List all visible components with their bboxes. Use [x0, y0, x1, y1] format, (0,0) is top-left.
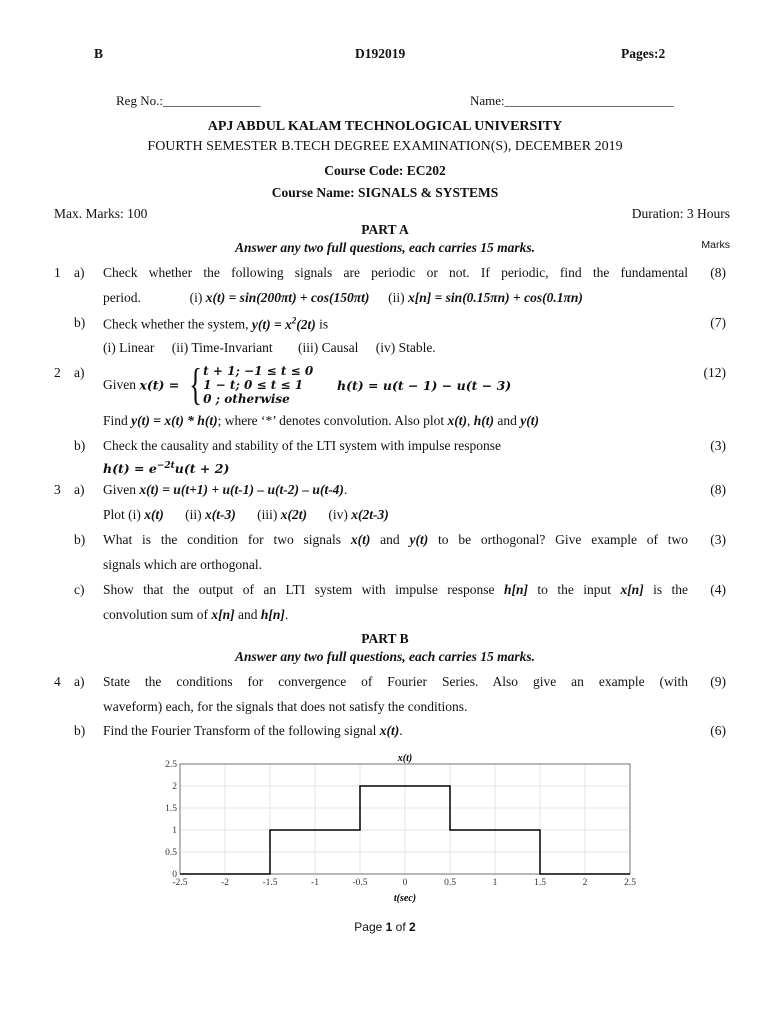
q3c-text-line1: Show that the output of an LTI system with impulse response h[n] to the input x[n] is the: [103, 582, 689, 597]
q1b-text: Check whether the system, $y(t) = x^2(2t)$ is: [103, 315, 329, 332]
course-code: Course Code: EC202: [324, 163, 446, 178]
paper-code: D192019: [355, 46, 406, 61]
q3c-marks: (4): [710, 582, 726, 597]
x-tick-label: 2: [582, 878, 588, 888]
q2a-definition: Given x(t) = { t + 1; −1 ≤ t ≤ 0 1 − t; 0 ≤ t ≤ 1 0 ; otherwise: [103, 360, 314, 409]
subquestion-label: b): [74, 723, 86, 738]
subquestion-label: c): [74, 582, 85, 597]
subquestion-label: a): [74, 674, 85, 689]
x-tick-label: -1: [311, 878, 319, 888]
course-name: Course Name: SIGNALS & SYSTEMS: [271, 185, 499, 200]
q3b-text-line1: What is the condition for two signals x(t) and y(t) to be orthogonal? Give example of two: [103, 532, 689, 547]
q4b-text: Find the Fourier Transform of the following signal x(t).: [103, 723, 403, 738]
q1a-text-line2: period. (i) x(t) = sin(200πt) + cos(150πt) (ii) x[n] = sin(0.15πn) + cos(0.1πn): [103, 290, 583, 305]
q3c-text-line2: convolution sum of x[n] and h[n].: [103, 607, 289, 622]
q3b-text-line2: signals which are orthogonal.: [103, 557, 262, 572]
y-tick-label: 0.5: [165, 848, 177, 858]
marks-column-label: Marks: [701, 239, 730, 251]
q1b-marks: (7): [710, 315, 726, 330]
subquestion-label: a): [74, 265, 85, 280]
q2b-impulse-response: $h(t) = e^{-2t}u(t + 2)$: [103, 461, 230, 477]
subquestion-label: b): [74, 315, 86, 330]
q4b-marks: (6): [710, 723, 726, 738]
q2a-marks: (12): [703, 365, 726, 380]
x-tick-label: -2.5: [172, 878, 188, 888]
y-tick-label: 1: [172, 826, 177, 836]
q2b-marks: (3): [710, 438, 726, 453]
name-field: Name:__________________________: [470, 93, 674, 108]
question-number: 4: [54, 674, 61, 689]
subquestion-label: b): [74, 438, 86, 453]
signal-plot: [140, 748, 660, 910]
reg-no-field: Reg No.:_______________: [116, 93, 261, 108]
subquestion-label: a): [74, 365, 85, 380]
part-b-heading: PART B: [361, 631, 409, 646]
question-number: 3: [54, 482, 61, 497]
x-tick-label: 1.5: [534, 878, 546, 888]
part-b-instruction: Answer any two full questions, each carries 15 marks.: [234, 649, 536, 664]
q2a-find-line: Find y(t) = x(t) * h(t); where ‘*’ denotes convolution. Also plot x(t), h(t) and y(t): [103, 413, 540, 428]
x-tick-label: -1.5: [262, 878, 278, 888]
q2b-text: Check the causality and stability of the LTI system with impulse response: [103, 438, 502, 453]
y-tick-label: 2.5: [165, 760, 177, 770]
exam-title: FOURTH SEMESTER B.TECH DEGREE EXAMINATION(S), DECEMBER 2019: [147, 139, 623, 154]
q1a-marks: (8): [710, 265, 726, 280]
x-tick-label: 0: [402, 878, 408, 888]
part-a-heading: PART A: [361, 222, 409, 237]
q1a-text-line1: Check whether the following signals are periodic or not. If periodic, find the fundamental: [103, 265, 688, 280]
y-tick-label: 1.5: [165, 804, 177, 814]
x-tick-label: 0.5: [444, 878, 456, 888]
duration: Duration: 3 Hours: [631, 206, 730, 221]
x-tick-label: -2: [221, 878, 229, 888]
q1b-options: (i) Linear (ii) Time-Invariant (iii) Causal (iv) Stable.: [103, 340, 436, 355]
y-tick-label: 0: [172, 870, 177, 880]
university-title: APJ ABDUL KALAM TECHNOLOGICAL UNIVERSITY: [207, 119, 563, 134]
q4a-text-line1: State the conditions for convergence of Fourier Series. Also give an example (with: [103, 674, 688, 689]
paper-set-label: B: [94, 46, 104, 61]
q3a-plot-options: Plot (i) x(t) (ii) x(t-3) (iii) x(2t) (iv) x(2t-3): [103, 507, 389, 522]
y-tick-label: 2: [172, 782, 177, 792]
q3a-text: Given x(t) = u(t+1) + u(t-1) – u(t-2) – u(t-4).: [103, 482, 348, 497]
x-tick-label: 1: [492, 878, 498, 888]
question-number: 2: [54, 365, 61, 380]
part-a-instruction: Answer any two full questions, each carries 15 marks.: [234, 240, 536, 255]
question-number: 1: [54, 265, 61, 280]
chart-x-axis-label: t(sec): [393, 893, 417, 904]
x-tick-label: 2.5: [624, 878, 636, 888]
q4a-text-line2: waveform) each, for the signals that does not satisfy the conditions.: [103, 699, 468, 714]
q3b-marks: (3): [710, 532, 726, 547]
q3a-marks: (8): [710, 482, 726, 497]
x-tick-label: -0.5: [352, 878, 368, 888]
q2a-h-definition: h(t) = u(t − 1) − u(t − 3): [337, 378, 512, 393]
page-footer: Page 1 of 2: [354, 920, 416, 934]
subquestion-label: a): [74, 482, 85, 497]
max-marks: Max. Marks: 100: [54, 206, 148, 221]
subquestion-label: b): [74, 532, 86, 547]
chart-title: x(t): [397, 753, 413, 764]
q4a-marks: (9): [710, 674, 726, 689]
page-count: Pages:2: [621, 46, 666, 61]
